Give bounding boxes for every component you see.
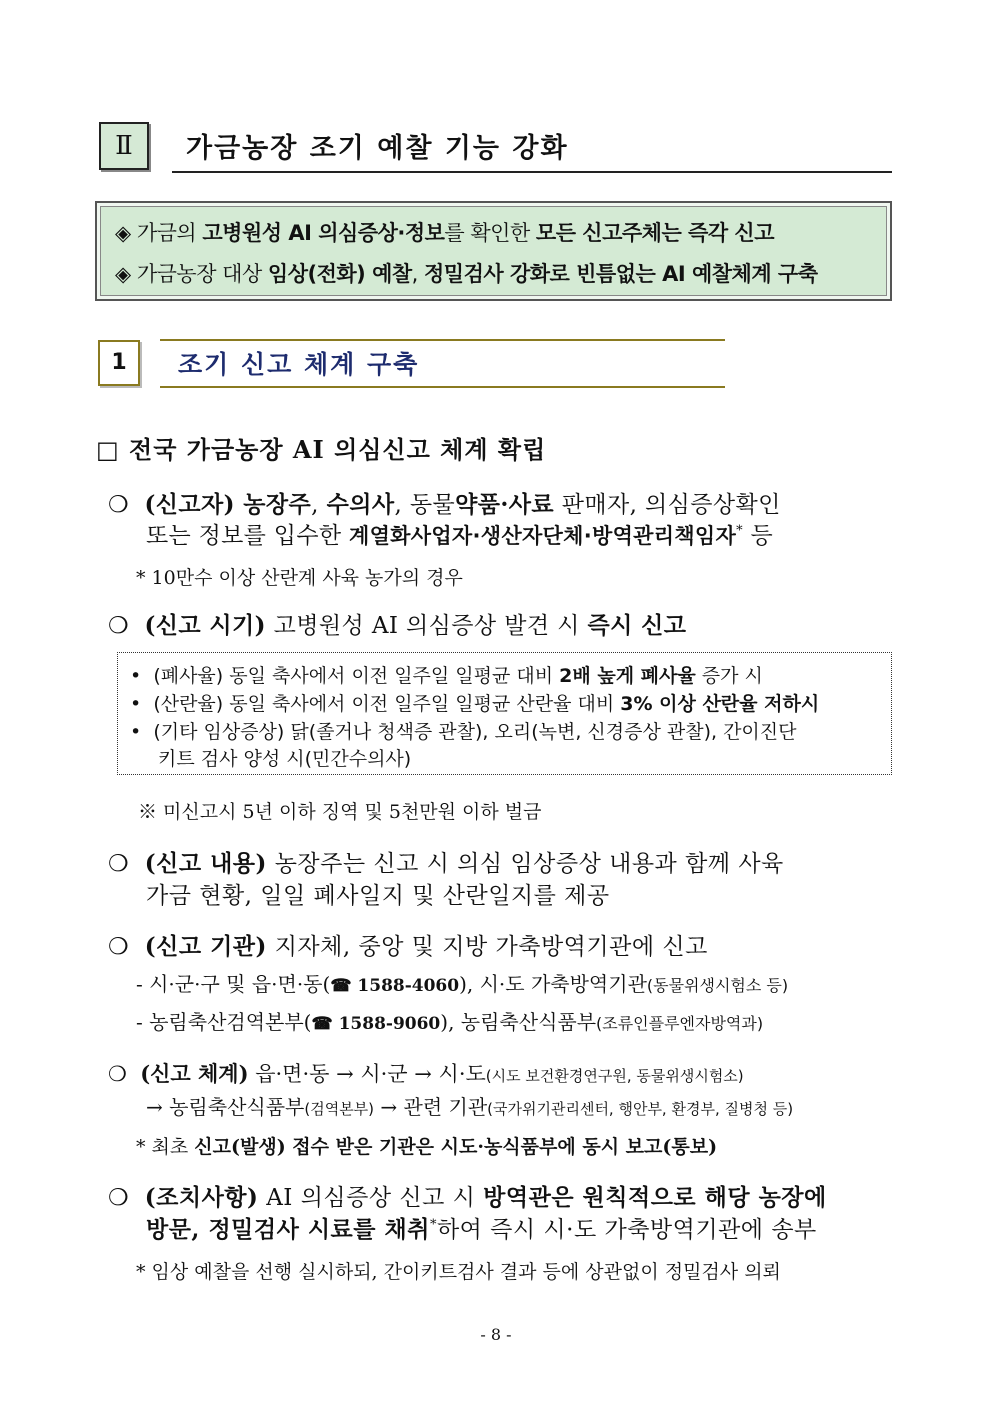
item-timing: ❍ (신고 시기) 고병원성 AI 의심증상 발견 시 즉시 신고	[108, 612, 687, 639]
item-action: ❍ (조치사항) AI 의심증상 신고 시 방역관은 원칙적으로 해당 농장에	[108, 1184, 827, 1211]
section-number-box: Ⅱ	[99, 122, 149, 170]
agency-detail-local: - 시·군·구 및 읍·면·동(☎ 1588-4060), 시·도 가축방역기관(동물위생시험소 등)	[136, 972, 789, 996]
penalty-note: ※ 미신고시 5년 이하 징역 및 5천만원 이하 벌금	[138, 801, 542, 823]
summary-line-2: ◈ 가금농장 대상 임상(전화) 예찰, 정밀검사 강화로 빈틈없는 AI 예찰체계 구축	[115, 262, 818, 286]
criteria-other: • (기타 임상증상) 닭(졸거나 청색증 관찰), 오리(녹변, 신경증상 관찰), 간이진단	[130, 721, 797, 743]
criteria-mortality: • (폐사율) 동일 축사에서 이전 일주일 일평균 대비 2배 높게 폐사율 증가 시	[130, 665, 763, 687]
item-reporter: ❍ (신고자) 농장주, 수의사, 동물약품·사료 판매자, 의심증상확인	[108, 491, 781, 518]
section-underline	[172, 171, 892, 173]
item-agency: ❍ (신고 기관) 지자체, 중앙 및 지방 가축방역기관에 신고	[108, 933, 708, 960]
item-chain-note: * 최초 신고(발생) 접수 받은 기관은 시도·농식품부에 동시 보고(통보)	[136, 1136, 718, 1158]
criteria-laying-rate: • (산란율) 동일 축사에서 이전 일주일 일평균 산란율 대비 3% 이상 산란율 저하시	[130, 693, 820, 715]
square-box-icon: □	[96, 436, 120, 464]
item-action-line2: 방문, 정밀검사 시료를 채취*하여 즉시 시·도 가축방역기관에 송부	[146, 1216, 817, 1243]
criteria-other-line2: 키트 검사 양성 시(민간수의사)	[158, 748, 412, 770]
phone-number: ☎ 1588-4060	[330, 976, 460, 996]
dot-bullet-icon: •	[130, 721, 142, 743]
item-action-note: * 임상 예찰을 선행 실시하되, 간이키트검사 결과 등에 상관없이 정밀검사 의뢰	[136, 1261, 781, 1283]
circle-bullet-icon: ❍	[108, 1062, 127, 1086]
circle-bullet-icon: ❍	[108, 613, 130, 639]
circle-bullet-icon: ❍	[108, 1185, 130, 1211]
page-number: - 8 -	[480, 1325, 512, 1344]
subsection-title: 조기 신고 체계 구축	[178, 350, 420, 379]
circle-bullet-icon: ❍	[108, 851, 130, 877]
circle-bullet-icon: ❍	[108, 934, 130, 960]
item-reporter-line2: 또는 정보를 입수한 계열화사업자·생산자단체·방역관리책임자* 등	[146, 523, 774, 549]
item-content: ❍ (신고 내용) 농장주는 신고 시 의심 임상증상 내용과 함께 사육	[108, 850, 784, 877]
section-title: 가금농장 조기 예찰 기능 강화	[186, 133, 569, 164]
dot-bullet-icon: •	[130, 665, 142, 687]
diamond-bullet-icon: ◈	[115, 262, 131, 286]
item-content-line2: 가금 현황, 일일 폐사일지 및 산란일지를 제공	[146, 883, 610, 909]
item-chain: ❍ (신고 체계) 읍·면·동 → 시·군 → 시·도(시도 보건환경연구원, 동물위생시험소)	[108, 1061, 744, 1086]
phone-number: ☎ 1588-9060	[311, 1014, 441, 1034]
summary-box	[95, 201, 892, 301]
subsection-top-rule	[160, 339, 725, 341]
circle-bullet-icon: ❍	[108, 492, 130, 518]
diamond-bullet-icon: ◈	[115, 221, 131, 245]
criteria-box	[117, 652, 892, 775]
dot-bullet-icon: •	[130, 693, 142, 715]
item-reporter-note: * 10만수 이상 산란계 사육 농가의 경우	[136, 567, 463, 589]
checkbox-heading: □ 전국 가금농장 AI 의심신고 체계 확립	[96, 435, 547, 464]
item-chain-line2: → 농림축산식품부(검역본부) → 관련 기관(국가위기관리센터, 행안부, 환경부, 질병청 등)	[146, 1095, 794, 1119]
agency-detail-national: - 농림축산검역본부(☎ 1588-9060), 농림축산식품부(조류인플루엔자방역과)	[136, 1010, 764, 1034]
subsection-bottom-rule	[160, 386, 725, 388]
subsection-number-box: 1	[98, 340, 140, 386]
summary-line-1: ◈ 가금의 고병원성 AI 의심증상·정보를 확인한 모든 신고주체는 즉각 신고	[115, 221, 775, 245]
